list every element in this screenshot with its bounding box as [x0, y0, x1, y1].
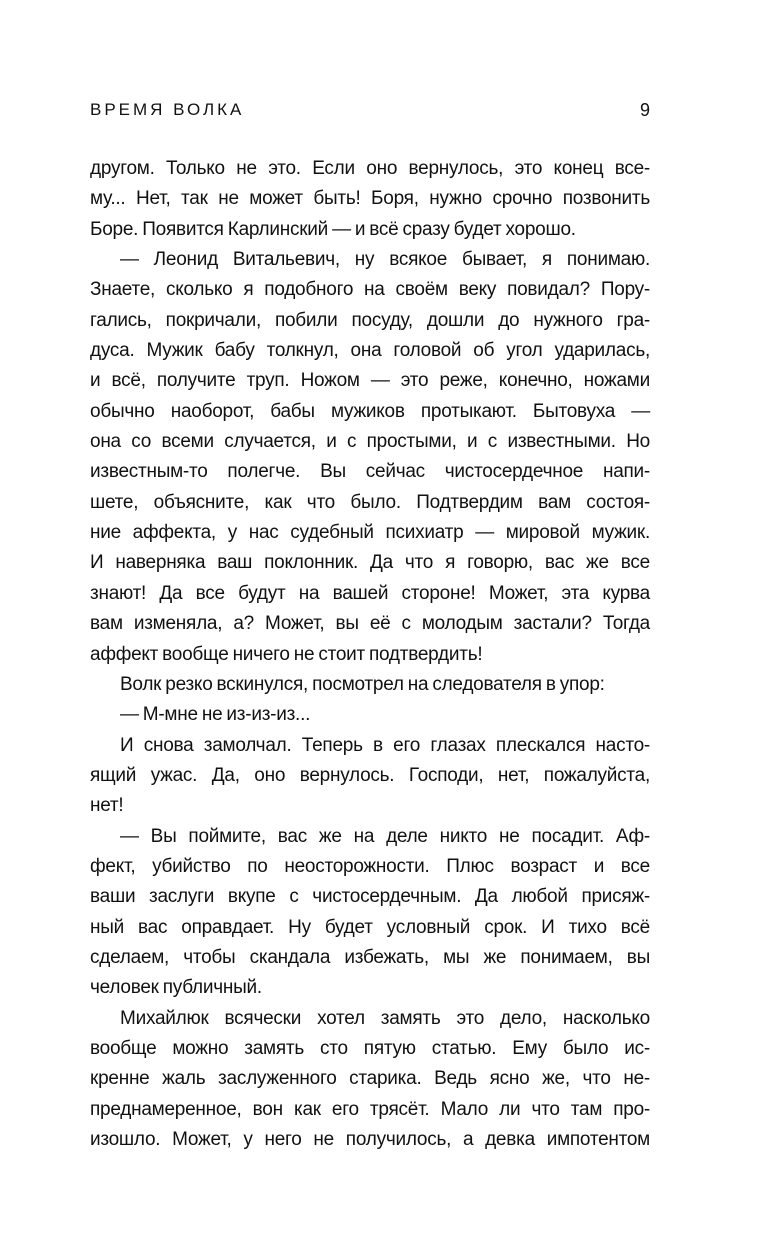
text-line: ный вас оправдает. Ну будет условный срок. И тихо всё: [90, 916, 650, 938]
text-line: — М-мне не из-из-из...: [120, 704, 311, 726]
text-line: она со всеми случается, и с простыми, и с известными. Но: [90, 431, 650, 453]
text-line: ние аффекта, у нас судебный психиатр — мировой мужик.: [90, 522, 650, 544]
text-line: — Леонид Витальевич, ну всякое бывает, я понимаю.: [120, 249, 650, 271]
text-line: знают! Да все будут на вашей стороне! Может, эта курва: [90, 582, 650, 604]
text-line: Михайлюк всячески хотел замять это дело, насколько: [120, 1007, 650, 1029]
running-header: [90, 96, 650, 124]
text-line: вам изменяла, а? Может, вы её с молодым застали? Тогда: [90, 613, 650, 635]
text-line: человек публичный.: [90, 977, 262, 999]
text-line: ящий ужас. Да, оно вернулось. Господи, нет, пожалуйста,: [90, 764, 650, 786]
text-line: И снова замолчал. Теперь в его глазах плескался насто-: [120, 734, 650, 756]
text-line: кренне жаль заслуженного старика. Ведь ясно же, что не-: [90, 1068, 650, 1090]
text-line: гались, покричали, побили посуду, дошли до нужного гра-: [90, 309, 650, 331]
text-line: ваши заслуги вкупе с чистосердечным. Да любой присяж-: [90, 886, 650, 908]
running-title: ВРЕМЯ ВОЛКА: [90, 100, 245, 119]
text-line: сделаем, чтобы скандала избежать, мы же понимаем, вы: [90, 946, 650, 968]
text-line: вообще можно замять сто пятую статью. Ему было ис-: [90, 1037, 650, 1059]
text-line: дуса. Мужик бабу толкнул, она головой об угол ударилась,: [90, 340, 650, 362]
text-line: Волк резко вскинулся, посмотрел на следователя в упор:: [120, 673, 605, 695]
text-line: — Вы поймите, вас же на деле никто не посадит. Аф-: [120, 825, 650, 847]
text-line: и всё, получите труп. Ножом — это реже, конечно, ножами: [90, 370, 650, 392]
text-line: обычно наоборот, бабы мужиков протыкают. Бытовуха —: [90, 400, 650, 422]
text-line: шете, объясните, как что было. Подтвердим вам состоя-: [90, 491, 650, 513]
text-line: другом. Только не это. Если оно вернулось, это конец все-: [90, 158, 650, 179]
text-line: преднамеренное, вон как его трясёт. Мало ли что там про-: [90, 1098, 650, 1120]
text-line: нет!: [90, 795, 124, 817]
text-line: фект, убийство по неосторожности. Плюс возраст и все: [90, 855, 650, 877]
text-line: Боре. Появится Карлинский — и всё сразу будет хорошо.: [90, 218, 576, 240]
text-line: му... Нет, так не может быть! Боря, нужно срочно позвонить: [90, 188, 650, 210]
text-line: известным-то полегче. Вы сейчас чистосердечное напи-: [90, 461, 650, 483]
text-line: изошло. Может, у него не получилось, а девка импотентом: [90, 1129, 650, 1150]
page-number: 9: [639, 100, 650, 120]
text-line: аффект вообще ничего не стоит подтвердить!: [90, 643, 483, 665]
text-line: Знаете, сколько я подобного на своём веку повидал? Пору-: [90, 279, 650, 301]
text-line: И наверняка ваш поклонник. Да что я говорю, вас же все: [90, 552, 650, 574]
body-text: [90, 154, 650, 1155]
